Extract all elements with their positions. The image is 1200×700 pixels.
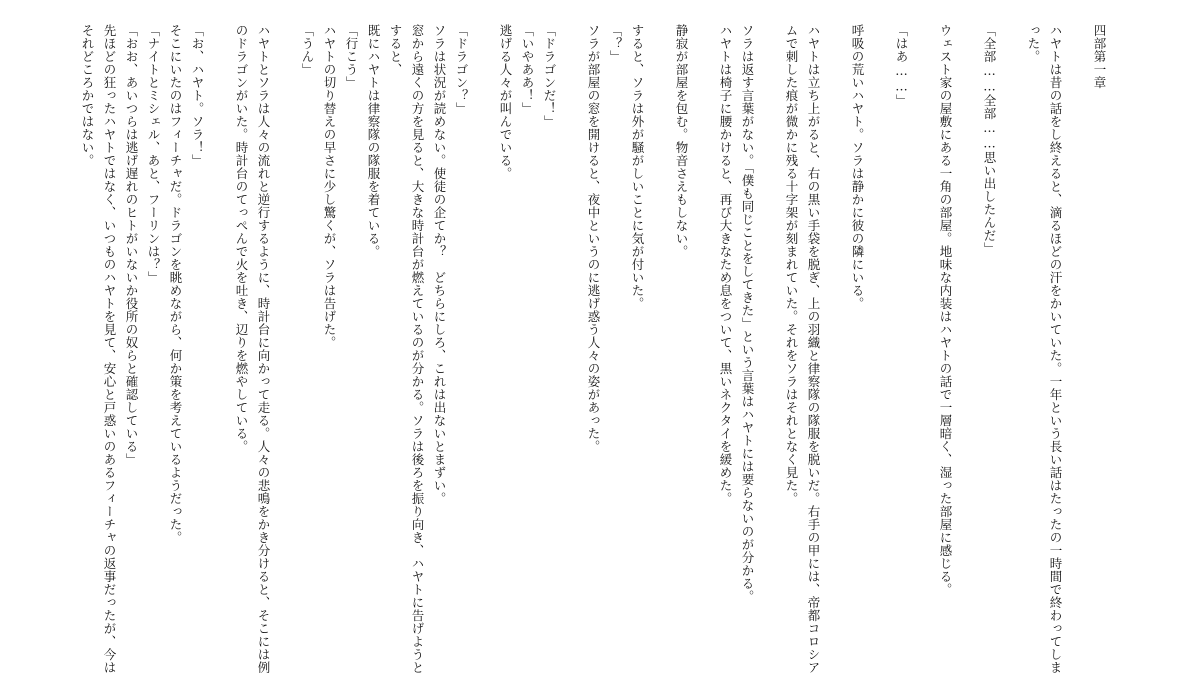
chapter-heading: 四部第一章 xyxy=(1092,24,1107,89)
text-line: 「はあ……」 xyxy=(894,24,909,107)
blank-line xyxy=(560,24,582,684)
blank-line xyxy=(912,24,934,684)
blank-line xyxy=(274,24,296,684)
text-line: 「ナイトとミシェル、あと、フーリンは？」 xyxy=(146,24,161,284)
text-line: ソラは状況が読めない。使徒の企てか？ どちらにしろ、これは出ないとまずい。 xyxy=(432,24,447,505)
text-line: ハヤトとソラは人々の流れと逆行するように、時計台に向かって走る。人々の悲鳴をかき分けると、そこには例のドラゴンがいた。時計台のてっぺんで火を吐き、辺りを燃やしている。 xyxy=(234,24,271,674)
text-line: ハヤトは椅子に腰かけると、再び大きなため息をついて、黒いネクタイを緩めた。 xyxy=(718,24,733,505)
blank-line xyxy=(692,24,714,684)
blank-line xyxy=(1000,24,1022,684)
text-line: 「おお、あいつらは逃げ遅れのヒトがいないか役所の奴らと確認している」 xyxy=(124,24,139,466)
text-line: 「行こう」 xyxy=(344,24,359,89)
text-line: 「いやああ！」 xyxy=(520,24,535,115)
text-line: 「うん」 xyxy=(300,24,315,76)
vertical-text-body xyxy=(76,24,1110,684)
text-line: 呼吸の荒いハヤト。ソラは静かに彼の隣にいる。 xyxy=(850,24,865,310)
text-line: 「？」 xyxy=(608,24,623,63)
text-line: ソラが部屋の窓を開けると、夜中というのに逃げ惑う人々の姿があった。 xyxy=(586,24,601,453)
text-line: 「ドラゴン？」 xyxy=(454,24,469,115)
text-line: 先ほどの狂ったハヤトではなく、いつものハヤトを見て、安心と戸惑いのあるフィーチャの返事だったが、今はそれどころかではない。 xyxy=(80,24,117,674)
text-line: 窓から遠くの方を見ると、大きな時計台が燃えているのが分かる。ソラは後ろを振り向き、ハヤトに告げようとすると、 xyxy=(388,24,425,674)
text-line: 逃げる人々が叫んでいる。 xyxy=(498,24,513,180)
text-line: 「全部……全部……思い出したんだ」 xyxy=(982,24,997,255)
text-line: すると、ソラは外が騒がしいことに気が付いた。 xyxy=(630,24,645,310)
text-line: そこにいたのはフィーチャだ。ドラゴンを眺めながら、何か策を考えているようだった。 xyxy=(168,24,183,544)
blank-line xyxy=(648,24,670,684)
blank-line xyxy=(956,24,978,684)
text-line: ソラは返す言葉がない。「僕も同じことをしてきた」という言葉はハヤトには要らないのが分かる。 xyxy=(740,24,755,603)
text-line: ハヤトは昔の話をし終えると、滴るほどの汗をかいていた。一年という長い話はたったの一時間で終わってしまった。 xyxy=(1026,24,1063,674)
text-line: 既にハヤトは律察隊の隊服を着ている。 xyxy=(366,24,381,258)
blank-line xyxy=(868,24,890,684)
text-line: 「お、ハヤト。ソラ！」 xyxy=(190,24,205,167)
text-line: ハヤトは立ち上がると、右の黒い手袋を脱ぎ、上の羽織と律察隊の隊服を脱いだ。右手の甲には、帝都コロシアムで刺した痕が微かに残る十字架が刻まれていた。それをソラはそれとなく見た。 xyxy=(784,24,821,674)
blank-line xyxy=(472,24,494,684)
blank-line xyxy=(824,24,846,684)
text-line: ハヤトの切り替えの早さに少し驚くが、ソラは告げた。 xyxy=(322,24,337,349)
blank-line xyxy=(758,24,780,684)
blank-line xyxy=(208,24,230,684)
blank-line xyxy=(1066,24,1088,684)
text-line: 静寂が部屋を包む。物音さえもしない。 xyxy=(674,24,689,258)
text-line: 「ドラゴンだ！」 xyxy=(542,24,557,128)
text-line: ウェスト家の屋敷にある一角の部屋。地味な内装はハヤトの話で一層暗く、湿った部屋に感じる。 xyxy=(938,24,953,596)
